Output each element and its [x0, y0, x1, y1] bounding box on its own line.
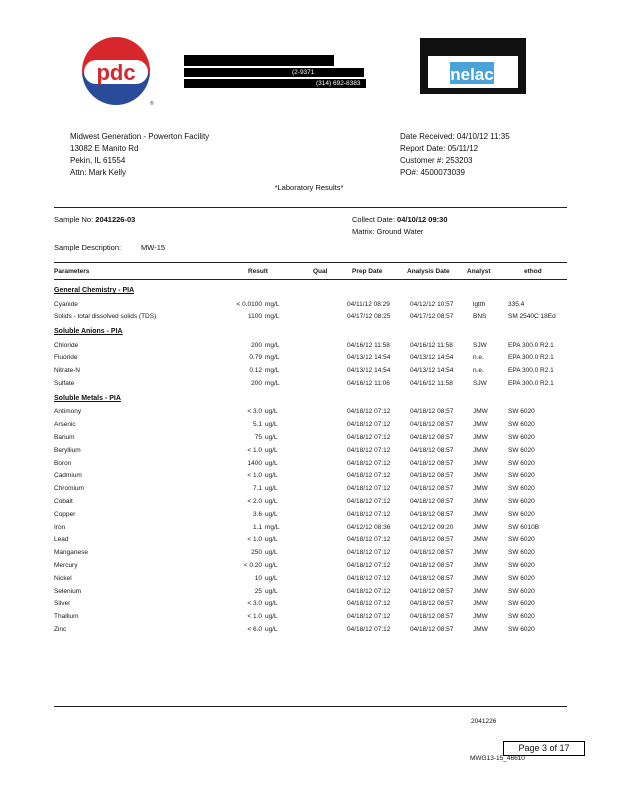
cell-analyst: JMW	[473, 600, 488, 608]
cell-prep-date: 04/18/12 07:12	[347, 485, 391, 493]
col-result: Result	[248, 268, 268, 275]
cell-result: 1100	[248, 313, 262, 321]
table-row	[0, 420, 618, 432]
cell-analyst: n.e.	[473, 354, 484, 362]
cell-analysis-date: 04/18/12 08:57	[410, 536, 454, 544]
col-prep-date: Prep Date	[352, 268, 383, 275]
divider-top	[54, 207, 567, 208]
cell-result: 1400	[247, 459, 262, 467]
cell-method: SM 2540C 18Ed	[508, 313, 556, 321]
cell-unit: mg/L	[265, 523, 280, 531]
cell-method: SW 6020	[508, 459, 535, 467]
cell-result: < 1.0	[247, 472, 262, 480]
cell-analysis-date: 04/16/12 11:58	[410, 341, 453, 349]
section-heading: General Chemistry - PIA	[54, 287, 135, 294]
cell-parameter: Cyanide	[54, 300, 78, 308]
cell-parameter: Zinc	[54, 625, 67, 633]
table-row	[0, 561, 618, 573]
cell-unit: ug/L	[265, 600, 278, 608]
cell-parameter: Nickel	[54, 574, 72, 582]
cell-result: 0.12	[249, 367, 262, 375]
cell-prep-date: 04/18/12 07:12	[347, 574, 391, 582]
cell-analysis-date: 04/18/12 08:57	[410, 408, 454, 416]
collect-date	[352, 215, 448, 224]
cell-prep-date: 04/18/12 07:12	[347, 613, 391, 621]
collect-date-label: Collect Date:	[352, 215, 395, 224]
cell-analysis-date: 04/18/12 08:57	[410, 510, 454, 518]
cell-parameter: Lead	[54, 536, 69, 544]
cell-analysis-date: 04/17/12 08:57	[410, 313, 454, 321]
cell-method: SW 6020	[508, 600, 535, 608]
cell-prep-date: 04/18/12 07:12	[347, 433, 391, 441]
svg-text:®: ®	[150, 101, 154, 107]
table-row	[0, 548, 618, 560]
col-method: ethod	[524, 268, 542, 275]
page-number: Page 3 of 17	[518, 743, 570, 753]
cell-analyst: JMW	[473, 433, 488, 441]
divider-columns	[54, 279, 567, 280]
table-row	[0, 574, 618, 586]
cell-result: < 0.0100	[236, 300, 262, 308]
cell-parameter: Nitrate-N	[54, 367, 81, 375]
cell-unit: ug/L	[265, 446, 278, 454]
cell-prep-date: 04/18/12 07:12	[347, 446, 391, 454]
cell-prep-date: 04/16/12 11:58	[347, 341, 390, 349]
cell-prep-date: 04/18/12 07:12	[347, 459, 391, 467]
cell-unit: ug/L	[265, 549, 278, 557]
pdc-logo-graphic	[78, 35, 156, 107]
cell-method: SW 6020	[508, 408, 535, 416]
table-row	[0, 300, 618, 312]
cell-analyst: SJW	[473, 341, 487, 349]
cell-prep-date: 04/18/12 07:12	[347, 561, 391, 569]
cell-method: SW 6020	[508, 561, 535, 569]
cell-method: SW 6020	[508, 536, 535, 544]
col-parameters: Parameters	[54, 268, 90, 275]
cell-analysis-date: 04/18/12 08:57	[410, 421, 454, 429]
cell-method: EPA 300.0 R2.1	[508, 380, 554, 387]
svg-text:pdc: pdc	[96, 60, 136, 85]
cell-result: 200	[251, 341, 262, 349]
column-header-row	[0, 267, 618, 279]
cell-method: EPA 300.0 R2.1	[508, 341, 554, 349]
cell-prep-date: 04/18/12 07:12	[347, 472, 391, 480]
lab-fax-fragment: (2-9371	[292, 69, 315, 76]
table-row	[0, 612, 618, 624]
table-row	[0, 366, 618, 378]
cell-result: < 3.0	[247, 600, 262, 608]
cell-prep-date: 04/18/12 07:12	[347, 625, 391, 633]
redacted-lab-name	[184, 55, 334, 66]
sample-description-label: Sample Description:	[54, 243, 122, 252]
cell-analysis-date: 04/18/12 08:57	[410, 600, 454, 608]
cell-result: 200	[251, 380, 262, 387]
table-row	[0, 510, 618, 522]
cell-analyst: JMW	[473, 459, 488, 467]
cell-result: < 3.0	[247, 408, 262, 416]
cell-analyst: JMW	[473, 472, 488, 480]
cell-prep-date: 04/18/12 07:12	[347, 600, 391, 608]
table-row	[0, 407, 618, 419]
report-date: Report Date: 05/11/12	[400, 144, 479, 153]
cell-prep-date: 04/16/12 11:06	[347, 380, 390, 387]
table-row	[0, 446, 618, 458]
cell-unit: ug/L	[265, 459, 278, 467]
cell-analysis-date: 04/18/12 08:57	[410, 485, 454, 493]
cell-analyst: JMW	[473, 625, 488, 633]
nelac-logo-graphic	[420, 38, 526, 94]
cell-unit: ug/L	[265, 433, 278, 441]
cell-method: SW 6020	[508, 485, 535, 493]
cell-analysis-date: 04/12/12 10:57	[410, 300, 454, 308]
cell-prep-date: 04/18/12 07:12	[347, 549, 391, 557]
cell-analysis-date: 04/18/12 08:57	[410, 625, 454, 633]
cell-method: SW 6020	[508, 472, 535, 480]
cell-prep-date: 04/13/12 14:54	[347, 354, 391, 362]
col-analyst: Analyst	[467, 268, 491, 275]
cell-prep-date: 04/13/12 14:54	[347, 367, 391, 375]
cell-analyst: JMW	[473, 613, 488, 621]
cell-parameter: Cadmium	[54, 472, 82, 480]
cell-method: SW 6020	[508, 574, 535, 582]
table-row	[0, 484, 618, 496]
cell-prep-date: 04/18/12 07:12	[347, 408, 391, 416]
table-row	[0, 379, 618, 391]
cell-parameter: Cobalt	[54, 497, 73, 505]
divider-bottom	[54, 706, 567, 707]
table-row	[0, 497, 618, 509]
cell-method: SW 6020	[508, 613, 535, 621]
cell-parameter: Sulfate	[54, 380, 75, 387]
table-row	[0, 341, 618, 353]
customer-number: Customer #: 253203	[400, 156, 473, 165]
cell-result: < 0.20	[243, 561, 262, 569]
cell-parameter: Chromium	[54, 485, 84, 493]
cell-result: 250	[251, 549, 262, 557]
cell-unit: mg/L	[265, 354, 280, 362]
cell-parameter: Mercury	[54, 561, 78, 569]
collect-date-value: 04/10/12 09:30	[397, 215, 448, 224]
cell-analyst: JMW	[473, 561, 488, 569]
cell-analysis-date: 04/18/12 08:57	[410, 497, 454, 505]
cell-analyst: JMW	[473, 421, 488, 429]
divider-sample	[54, 262, 567, 263]
cell-analyst: JMW	[473, 485, 488, 493]
cell-analysis-date: 04/18/12 08:57	[410, 549, 454, 557]
cell-method: SW 6020	[508, 421, 535, 429]
cell-analysis-date: 04/13/12 14:54	[410, 354, 454, 362]
cell-analysis-date: 04/13/12 14:54	[410, 367, 454, 375]
cell-method: EPA 300.0 R2.1	[508, 367, 554, 375]
cell-result: 25	[254, 587, 262, 595]
report-title: *Laboratory Results*	[274, 183, 344, 192]
cell-analysis-date: 04/18/12 08:57	[410, 613, 454, 621]
pdc-logo	[78, 35, 156, 107]
table-row	[0, 587, 618, 599]
cell-method: SW 6020	[508, 625, 535, 633]
cell-result: 3.6	[252, 510, 262, 518]
cell-analyst: BNS	[473, 313, 487, 321]
cell-analysis-date: 04/16/12 11:58	[410, 380, 453, 387]
cell-result: 0.79	[249, 354, 262, 362]
cell-analysis-date: 04/18/12 08:57	[410, 433, 454, 441]
cell-result: 1.1	[252, 523, 262, 531]
cell-method: SW 6020	[508, 433, 535, 441]
cell-unit: mg/L	[265, 300, 280, 308]
cell-method: SW 6020	[508, 510, 535, 518]
cell-method: 335.4	[508, 300, 525, 308]
table-row	[0, 471, 618, 483]
cell-unit: ug/L	[265, 574, 278, 582]
cell-result: < 1.0	[247, 536, 262, 544]
client-address1: 13082 E Manito Rd	[70, 144, 139, 153]
cell-parameter: Copper	[54, 510, 76, 518]
cell-unit: ug/L	[265, 613, 278, 621]
cell-prep-date: 04/18/12 07:12	[347, 510, 391, 518]
cell-unit: mg/L	[265, 380, 280, 387]
sample-number	[54, 215, 135, 224]
cell-unit: mg/L	[265, 313, 280, 321]
lab-phone: (314) 692-8383	[316, 80, 361, 87]
section-heading: Soluble Anions - PIA	[54, 328, 123, 336]
cell-parameter: Chloride	[54, 341, 79, 349]
po-number: PO#: 4500073039	[400, 168, 465, 177]
table-row	[0, 312, 618, 324]
cell-unit: ug/L	[265, 485, 278, 493]
cell-unit: ug/L	[265, 587, 278, 595]
cell-parameter: Thallium	[54, 613, 79, 621]
footer-sample-ref: 2041226	[471, 718, 497, 725]
cell-method: SW 6010B	[508, 523, 540, 531]
cell-method: EPA 300.0 R2.1	[508, 354, 554, 362]
cell-prep-date: 04/12/12 08:36	[347, 523, 391, 531]
cell-prep-date: 04/11/12 08:29	[347, 300, 390, 308]
cell-analyst: JMW	[473, 510, 488, 518]
cell-unit: ug/L	[265, 625, 278, 633]
cell-parameter: Beryllium	[54, 446, 81, 454]
cell-prep-date: 04/18/12 07:12	[347, 421, 391, 429]
table-row	[0, 625, 618, 637]
col-qual: Qual	[313, 268, 328, 275]
cell-analyst: JMW	[473, 408, 488, 416]
table-row	[0, 599, 618, 611]
cell-method: SW 6020	[508, 549, 535, 557]
sample-number-label: Sample No:	[54, 215, 94, 224]
cell-parameter: Arsenic	[54, 421, 76, 429]
cell-unit: ug/L	[265, 536, 278, 544]
cell-parameter: Manganese	[54, 549, 88, 557]
cell-parameter: Fluoride	[54, 354, 78, 362]
col-analysis-date: Analysis Date	[407, 268, 450, 275]
cell-result: < 1.0	[247, 446, 262, 454]
cell-analyst: JMW	[473, 574, 488, 582]
sample-number-value: 2041226-03	[95, 215, 136, 224]
cell-prep-date: 04/18/12 07:12	[347, 587, 391, 595]
cell-unit: mg/L	[265, 341, 280, 349]
matrix: Matrix: Ground Water	[352, 227, 424, 236]
section-heading: Soluble Metals - PIA	[54, 394, 121, 402]
cell-analysis-date: 04/12/12 09:20	[410, 523, 454, 531]
cell-parameter: Selenium	[54, 587, 82, 595]
redacted-lab-address	[184, 68, 364, 77]
cell-parameter: Silver	[54, 600, 71, 608]
cell-result: < 6.0	[247, 625, 262, 633]
cell-unit: ug/L	[265, 497, 278, 505]
cell-parameter: Solids - total dissolved solids (TDS)	[54, 313, 157, 321]
cell-analyst: JMW	[473, 446, 488, 454]
cell-parameter: Iron	[54, 523, 66, 531]
date-received: Date Received: 04/10/12 11:35	[400, 132, 510, 141]
cell-analysis-date: 04/18/12 08:57	[410, 459, 454, 467]
cell-result: 7.1	[252, 485, 262, 493]
cell-analyst: JMW	[473, 523, 488, 531]
cell-unit: ug/L	[265, 421, 278, 429]
table-row	[0, 523, 618, 535]
cell-analyst: SJW	[473, 380, 487, 387]
cell-prep-date: 04/17/12 08:25	[347, 313, 391, 321]
cell-method: SW 6020	[508, 446, 535, 454]
client-attn: Attn: Mark Kelly	[70, 168, 127, 177]
cell-analysis-date: 04/18/12 08:57	[410, 561, 454, 569]
cell-prep-date: 04/18/12 07:12	[347, 536, 391, 544]
cell-unit: ug/L	[265, 408, 278, 416]
cell-method: SW 6020	[508, 497, 535, 505]
cell-unit: ug/L	[265, 510, 278, 518]
nelac-accreditation-logo	[420, 38, 526, 94]
sample-description-value: MW-15	[141, 243, 166, 252]
cell-analyst: lgtth	[473, 300, 486, 308]
cell-parameter: Barium	[54, 433, 75, 441]
cell-result: 5.1	[252, 421, 262, 429]
client-address2: Pekin, IL 61554	[70, 156, 126, 165]
document-id: MWG13-15_46610	[470, 755, 525, 762]
cell-analysis-date: 04/18/12 08:57	[410, 587, 454, 595]
table-row	[0, 535, 618, 547]
cell-analyst: JMW	[473, 587, 488, 595]
cell-parameter: Boron	[54, 459, 72, 467]
cell-result: < 1.0	[247, 613, 262, 621]
cell-result: 10	[254, 574, 262, 582]
cell-analyst: JMW	[473, 549, 488, 557]
cell-result: 75	[254, 433, 262, 441]
table-row	[0, 459, 618, 471]
cell-result: < 2.0	[247, 497, 262, 505]
cell-analysis-date: 04/18/12 08:57	[410, 446, 454, 454]
nelac-logo-text: nelac	[450, 65, 494, 84]
cell-prep-date: 04/18/12 07:12	[347, 497, 391, 505]
cell-analysis-date: 04/18/12 08:57	[410, 472, 454, 480]
table-row	[0, 353, 618, 365]
cell-unit: mg/L	[265, 367, 280, 375]
cell-unit: ug/L	[265, 472, 278, 480]
cell-analyst: JMW	[473, 536, 488, 544]
client-name: Midwest Generation - Powerton Facility	[70, 132, 210, 141]
cell-analyst: n.e.	[473, 367, 484, 375]
cell-method: SW 6020	[508, 587, 535, 595]
cell-analyst: JMW	[473, 497, 488, 505]
table-row	[0, 433, 618, 445]
cell-unit: ug/L	[265, 561, 278, 569]
cell-analysis-date: 04/18/12 08:57	[410, 574, 454, 582]
cell-parameter: Antimony	[54, 408, 82, 416]
